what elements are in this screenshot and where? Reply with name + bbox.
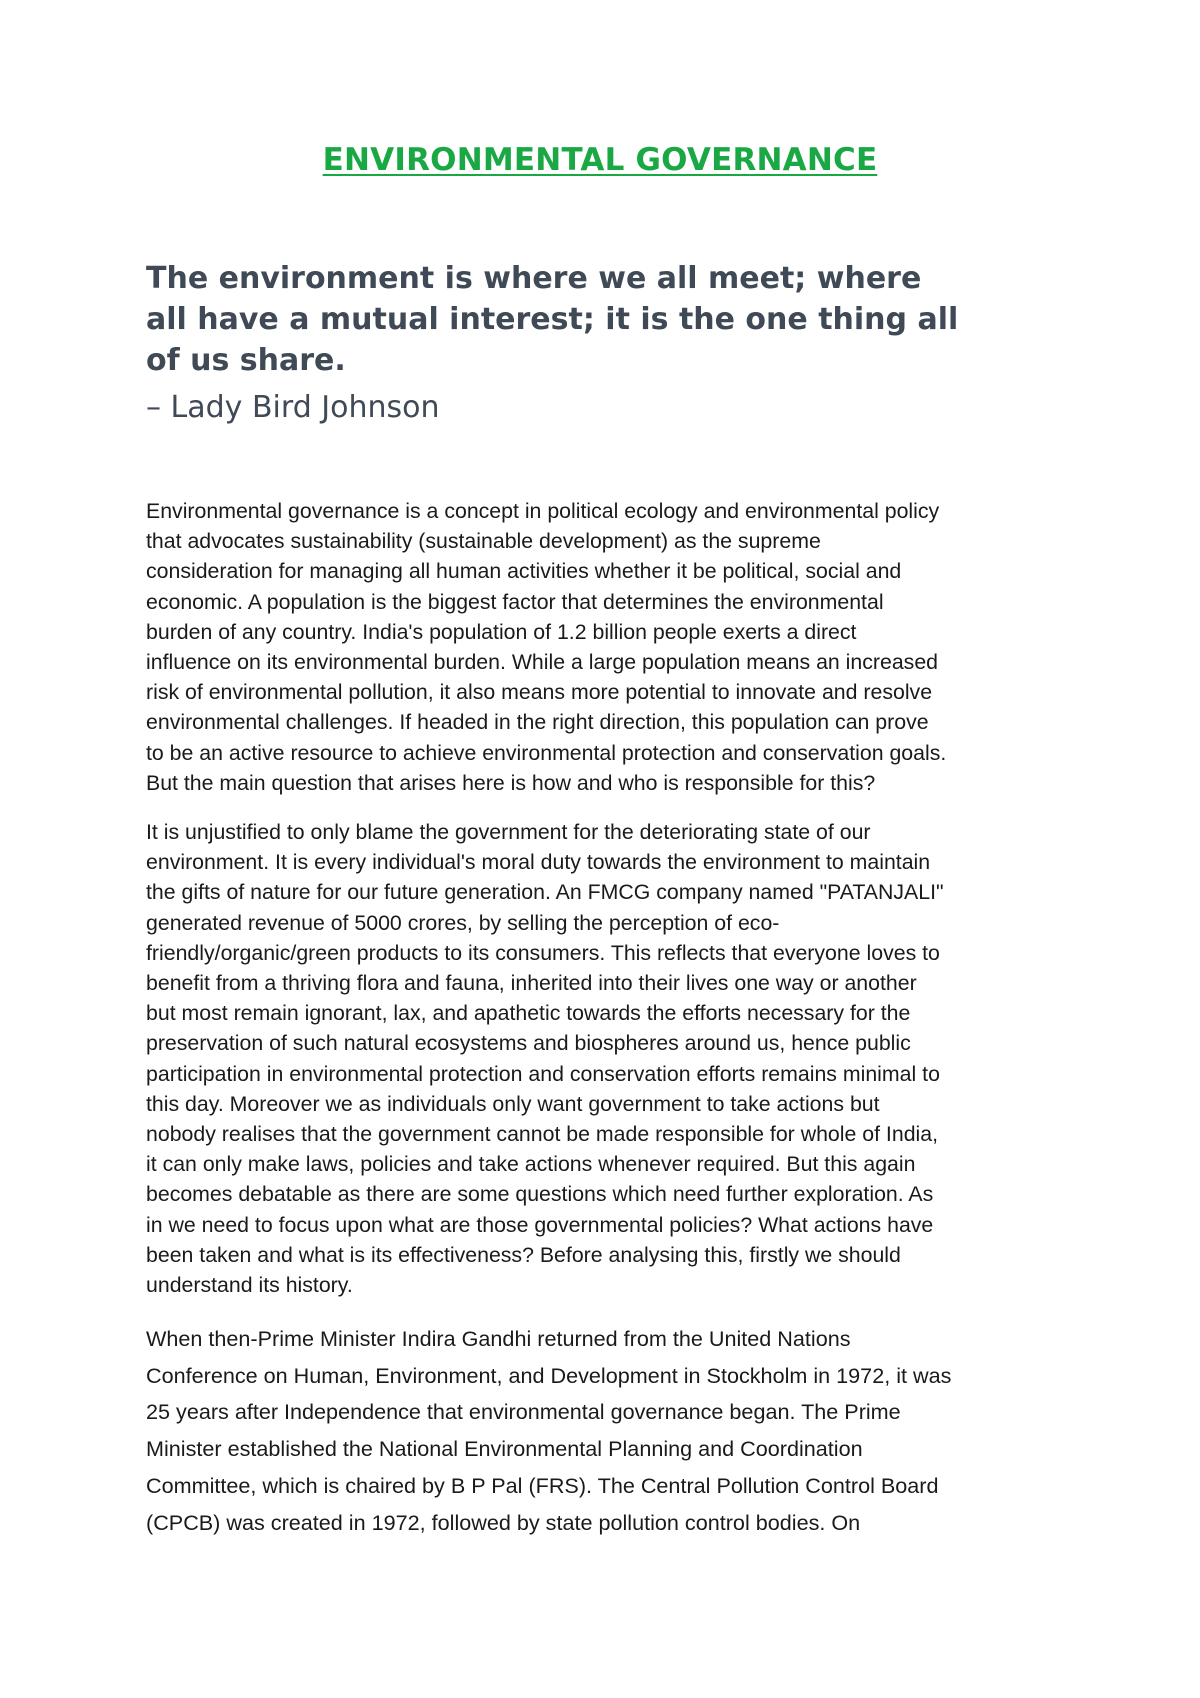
quote-line: all have a mutual interest; it is the one thing all: [146, 302, 959, 337]
text-line: understand its history.: [146, 1273, 353, 1298]
text-line: environmental challenges. If headed in the right direction, this population can prove: [146, 710, 929, 735]
text-line: preservation of such natural ecosystems and biospheres around us, hence public: [146, 1031, 911, 1056]
body-paragraph: [146, 496, 1076, 798]
text-line: When then-Prime Minister Indira Gandhi returned from the United Nations: [146, 1326, 851, 1351]
text-line: that advocates sustainability (sustainable development) as the supreme: [146, 529, 821, 554]
document-title: ENVIRONMENTAL GOVERNANCE: [322, 142, 878, 178]
text-line: influence on its environmental burden. While a large population means an increased: [146, 650, 939, 675]
text-line: Minister established the National Environmental Planning and Coordination: [146, 1436, 863, 1462]
text-line: Committee, which is chaired by B P Pal (FRS). The Central Pollution Control Board: [146, 1472, 939, 1498]
text-line: been taken and what is its effectiveness? Before analysing this, firstly we should: [146, 1242, 901, 1267]
quote-attribution: – Lady Bird Johnson: [146, 390, 440, 425]
text-line: It is unjustified to only blame the government for the deteriorating state of our: [146, 820, 871, 844]
text-line: it can only make laws, policies and take actions whenever required. But this again: [146, 1152, 916, 1177]
text-line: Environmental governance is a concept in political ecology and environmental policy: [146, 499, 940, 523]
text-line: friendly/organic/green products to its consumers. This reflects that everyone loves to: [146, 940, 940, 965]
text-line: risk of environmental pollution, it also means more potential to innovate and resolve: [146, 680, 933, 705]
text-line: becomes debatable as there are some questions which need further exploration. As: [146, 1182, 934, 1207]
body-paragraph: [146, 817, 1076, 1300]
quote-line: of us share.: [146, 343, 346, 378]
text-line: nobody realises that the government cannot be made responsible for whole of India,: [146, 1122, 939, 1147]
text-line: environment. It is every individual's moral duty towards the environment to maintain: [146, 850, 931, 875]
text-line: burden of any country. India's population of 1.2 billion people exerts a direct: [146, 619, 857, 644]
text-line: to be an active resource to achieve environmental protection and conservation goals.: [146, 740, 947, 765]
text-line: in we need to focus upon what are those governmental policies? What actions have: [146, 1212, 934, 1237]
body-paragraph: [146, 1321, 1076, 1541]
text-line: consideration for managing all human activities whether it be political, social and: [146, 559, 902, 584]
text-line: benefit from a thriving flora and fauna, inherited into their lives one way or another: [146, 971, 917, 996]
text-line: but most remain ignorant, lax, and apathetic towards the efforts necessary for the: [146, 1001, 911, 1026]
text-line: this day. Moreover we as individuals only want government to take actions but: [146, 1091, 880, 1116]
text-line: the gifts of nature for our future generation. An FMCG company named "PATANJALI": [146, 880, 944, 905]
text-line: 25 years after Independence that environmental governance began. The Prime: [146, 1399, 901, 1425]
text-line: Conference on Human, Environment, and Development in Stockholm in 1972, it was: [146, 1362, 952, 1388]
text-line: participation in environmental protection and conservation efforts remains minimal to: [146, 1061, 940, 1086]
quote-line: The environment is where we all meet; where: [146, 261, 922, 296]
text-line: (CPCB) was created in 1972, followed by state pollution control bodies. On: [146, 1509, 861, 1535]
text-line: economic. A population is the biggest factor that determines the environmental: [146, 589, 884, 614]
text-line: But the main question that arises here is how and who is responsible for this?: [146, 770, 876, 795]
text-line: generated revenue of 5000 crores, by selling the perception of eco-: [146, 910, 780, 935]
epigraph-quote: [146, 258, 1076, 381]
